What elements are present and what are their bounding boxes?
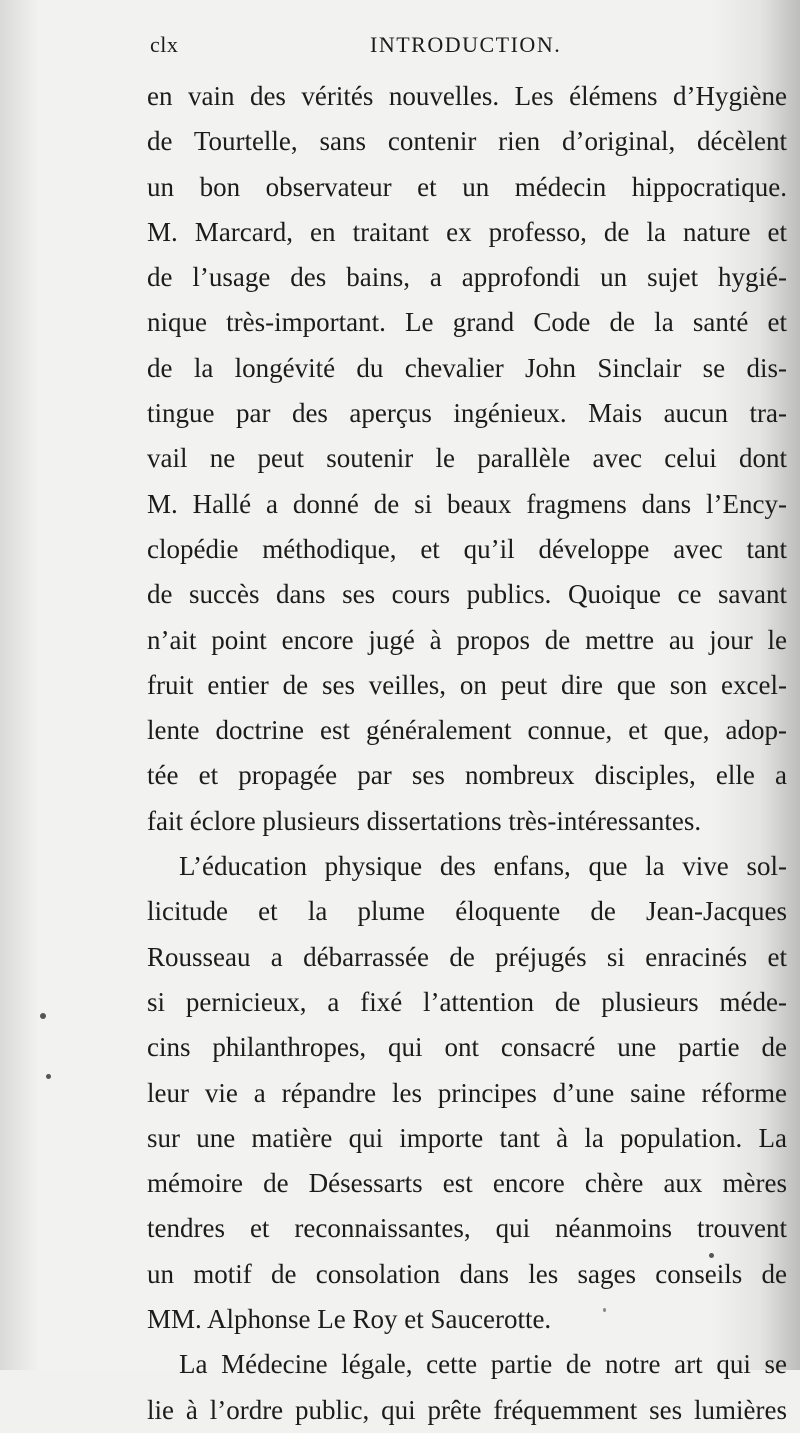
- running-title: INTRODUCTION.: [370, 32, 562, 57]
- text-line: clopédie méthodique, et qu’il développe avec tant: [147, 533, 787, 564]
- text-line: M. Hallé a donné de si beaux fragmens dans l’Ency-: [147, 488, 787, 519]
- ink-speck: [40, 1013, 46, 1019]
- ink-speck: [46, 1074, 51, 1079]
- text-line: Rousseau a débarrassée de préjugés si enracinés et: [147, 941, 787, 972]
- page-number: clx: [150, 32, 179, 57]
- text-line: La Médecine légale, cette partie de notre art qui se: [179, 1349, 787, 1380]
- text-line: si pernicieux, a fixé l’attention de plusieurs méde-: [147, 986, 787, 1017]
- text-line: M. Marcard, en traitant ex professo, de la nature et: [147, 216, 787, 247]
- text-line: vail ne peut soutenir le parallèle avec celui dont: [147, 443, 787, 474]
- text-line: sur une matière qui importe tant à la population. La: [147, 1122, 787, 1153]
- text-line: de la longévité du chevalier John Sinclair se dis-: [147, 352, 787, 383]
- page-header: [150, 32, 790, 72]
- text-line: nique très-important. Le grand Code de la santé et: [147, 307, 787, 338]
- ink-speck: [709, 1253, 714, 1258]
- text-line: lie à l’ordre public, qui prête fréquemment ses lumières: [147, 1394, 787, 1425]
- text-line: cins philanthropes, qui ont consacré une partie de: [147, 1032, 787, 1063]
- text-line: un bon observateur et un médecin hippocratique.: [147, 171, 787, 202]
- text-line: de succès dans ses cours publics. Quoique ce savant: [147, 579, 787, 610]
- text-line: MM. Alphonse Le Roy et Saucerotte.: [147, 1304, 552, 1335]
- text-line: leur vie a répandre les principes d’une saine réforme: [147, 1077, 787, 1108]
- ink-speck: [603, 1308, 606, 1312]
- text-line: tendres et reconnaissantes, qui néanmoins trouvent: [147, 1213, 787, 1244]
- text-line: fruit entier de ses veilles, on peut dire que son excel-: [147, 669, 787, 700]
- body-text: [147, 74, 787, 1433]
- text-line: tingue par des aperçus ingénieux. Mais aucun tra-: [147, 398, 787, 429]
- text-line: tée et propagée par ses nombreux disciples, elle a: [147, 760, 787, 791]
- text-line: L’éducation physique des enfans, que la vive sol-: [179, 851, 787, 882]
- text-line: licitude et la plume éloquente de Jean-Jacques: [147, 896, 787, 927]
- text-line: un motif de consolation dans les sages conseils de: [147, 1258, 787, 1289]
- text-line: de Tourtelle, sans contenir rien d’original, décèlent: [147, 126, 787, 157]
- text-line: lente doctrine est généralement connue, et que, adop-: [147, 715, 787, 746]
- text-line: de l’usage des bains, a approfondi un sujet hygié-: [147, 262, 787, 293]
- text-line: fait éclore plusieurs dissertations très-intéressantes.: [147, 805, 702, 836]
- text-line: n’ait point encore jugé à propos de mettre au jour le: [147, 624, 787, 655]
- text-line: mémoire de Désessarts est encore chère aux mères: [147, 1168, 787, 1199]
- text-line: en vain des vérités nouvelles. Les élémens d’Hygiène: [147, 81, 787, 111]
